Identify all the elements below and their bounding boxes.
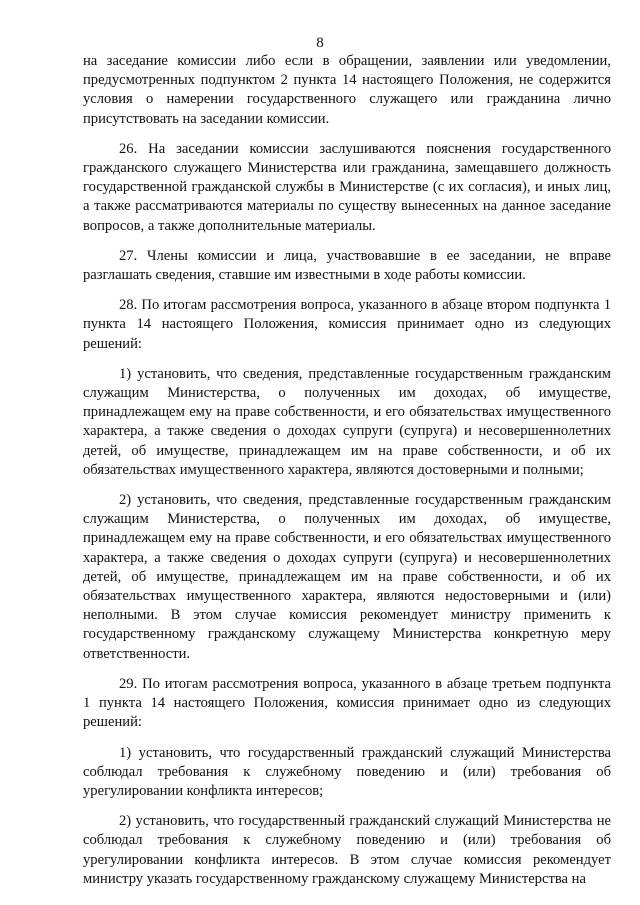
paragraph-26: 26. На заседании комиссии заслушиваются пояснения государственного гражданского служащего Министерства или гражданина, замещавшего должность государственной гражданской службы в Министерстве (с их согласия), и иных лиц, а также рассматриваются материалы по существу вынесенных на данное заседание вопросов, а также дополнительные материалы.: [83, 140, 611, 234]
paragraph-28: 28. По итогам рассмотрения вопроса, указанного в абзаце втором подпункта 1 пункта 14 настоящего Положения, комиссия принимает одно из следующих решений:: [83, 297, 611, 352]
paragraph-27: 27. Члены комиссии и лица, участвовавшие в ее заседании, не вправе разглашать сведения, ставшие им известными в ходе работы комиссии.: [83, 247, 611, 284]
paragraph-28-item-2: 2) установить, что сведения, представленные государственным гражданским служащим Министерства, о полученных им доходах, об имуществе, принадлежащем ему на праве собственности, и его обязательствах имущественного характера, а также сведения о доходах супруги (супруга) и несовершеннолетних детей, об имуществе, принадлежащем им на праве собственности, и об их обязательствах имущественного характера, являются недостоверными и (или) неполными. В этом случае комиссия рекомендует министру применить к государственному гражданскому служащему Министерства конкретную меру ответственности.: [83, 492, 611, 662]
document-body: [83, 52, 611, 889]
paragraph-29-item-1: 1) установить, что государственный гражданский служащий Министерства соблюдал требования к служебному поведению и (или) требования об урегулировании конфликта интересов;: [83, 744, 611, 799]
page-number: 8: [316, 35, 324, 51]
paragraph-28-item-1: 1) установить, что сведения, представленные государственным гражданским служащим Министерства, о полученных им доходах, об имуществе, принадлежащем ему на праве собственности, и его обязательствах имущественного характера, а также сведения о доходах супруги (супруга) и несовершеннолетних детей, об имуществе, принадлежащем им на праве собственности, и об их обязательствах имущественного характера, являются достоверными и полными;: [83, 365, 611, 478]
paragraph-continuation: на заседание комиссии либо если в обращении, заявлении или уведомлении, предусмотренных подпунктом 2 пункта 14 настоящего Положения, не содержится условия о намерении государственного служащего или гражданина лично присутствовать на заседании комиссии.: [83, 53, 611, 127]
paragraph-29: 29. По итогам рассмотрения вопроса, указанного в абзаце третьем подпункта 1 пункта 14 настоящего Положения, комиссия принимает одно из следующих решений:: [83, 675, 611, 731]
paragraph-29-item-2: 2) установить, что государственный гражданский служащий Министерства не соблюдал требования к служебному поведению и (или) требования об урегулировании конфликта интересов. В этом случае комиссия рекомендует министру указать государственному гражданскому служащему Министерства на: [83, 813, 611, 887]
